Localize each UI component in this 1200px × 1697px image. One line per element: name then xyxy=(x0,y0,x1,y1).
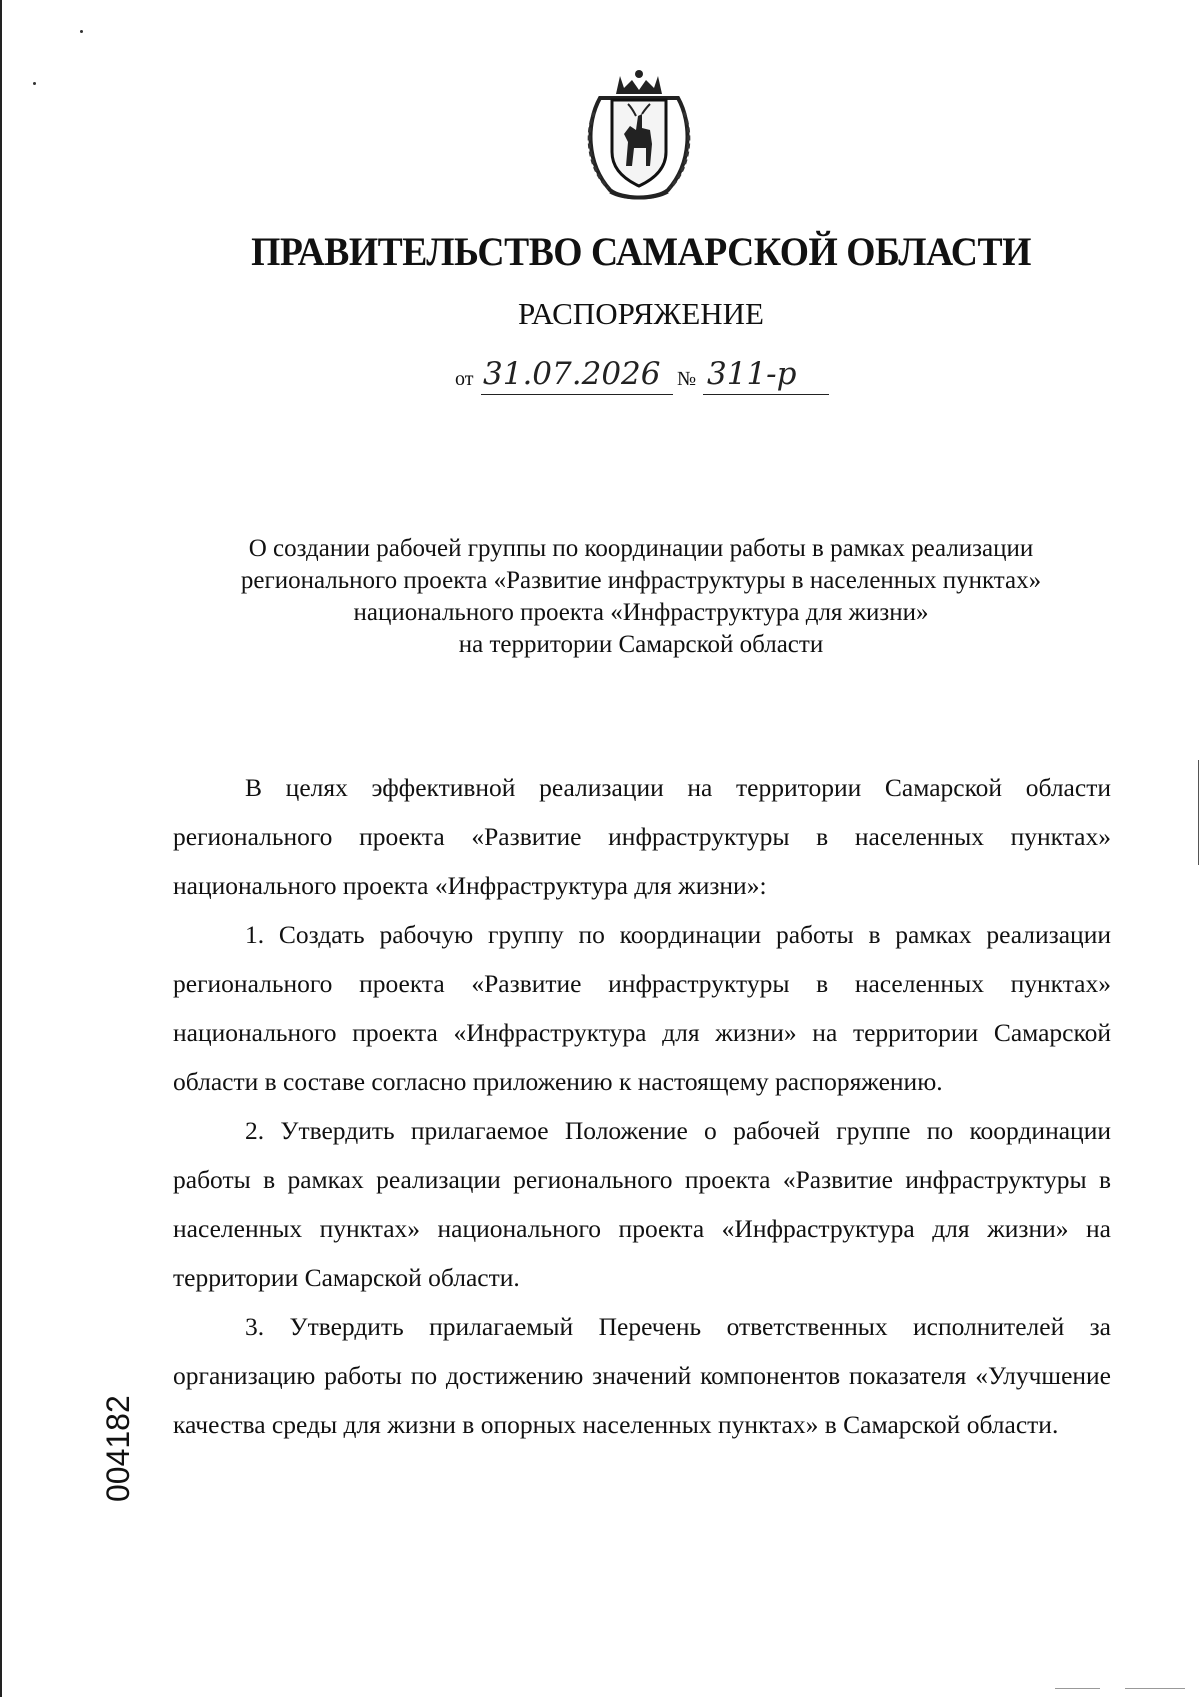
handwritten-date: 31.07.2026 xyxy=(483,356,661,392)
document-subject xyxy=(100,533,1182,661)
subject-line: на территории Самарской области xyxy=(458,631,824,658)
document-body xyxy=(173,763,1111,1449)
number-underline xyxy=(703,394,829,395)
scan-speck xyxy=(80,30,83,33)
registration-number: 004182 xyxy=(100,1395,136,1502)
organization-title: ПРАВИТЕЛЬСТВО САМАРСКОЙ ОБЛАСТИ xyxy=(251,229,1031,274)
scan-foot-mark xyxy=(1125,1688,1185,1689)
scan-right-edge-mark xyxy=(1198,760,1199,865)
scan-left-border xyxy=(0,0,2,1697)
scan-speck xyxy=(33,82,36,85)
handwritten-number: 311-р xyxy=(707,356,797,392)
subject-line: национального проекта «Инфраструктура для жизни» xyxy=(353,599,929,626)
date-prefix: от xyxy=(455,368,474,390)
preamble-paragraph: В целях эффективной реализации на территории Самарской области регионального проекта «Развитие инфраструктуры в населенных пунктах» национального проекта «Инфраструктура для жизни»: xyxy=(173,773,1111,900)
clause-1: 1. Создать рабочую группу по координации работы в рамках реализации регионального проекта «Развитие инфраструктуры в населенных пунктах» национального проекта «Инфраструктура для жизни» на территории Самарской области в составе согласно приложению к настоящему распоряжению. xyxy=(173,920,1111,1096)
clause-3: 3. Утвердить прилагаемый Перечень ответственных исполнителей за организацию работы по достижению значений компонентов показателя «Улучшение качества среды для жизни в опорных населенных пунктах» в Самарской области. xyxy=(173,1312,1111,1439)
date-underline xyxy=(481,394,673,395)
subject-line: регионального проекта «Развитие инфраструктуры в населенных пунктах» xyxy=(240,567,1042,594)
coat-of-arms-emblem xyxy=(580,68,698,202)
number-prefix: № xyxy=(677,368,697,390)
clause-2: 2. Утвердить прилагаемое Положение о рабочей группе по координации работы в рамках реализации регионального проекта «Развитие инфраструктуры в населенных пунктах» национального проекта «Инфраструктура для жизни» на территории Самарской области. xyxy=(173,1116,1111,1292)
scan-foot-mark xyxy=(1055,1688,1100,1689)
subject-line: О создании рабочей группы по координации работы в рамках реализации xyxy=(248,535,1034,562)
date-number-line xyxy=(455,356,855,396)
document-type: РАСПОРЯЖЕНИЕ xyxy=(518,296,764,331)
